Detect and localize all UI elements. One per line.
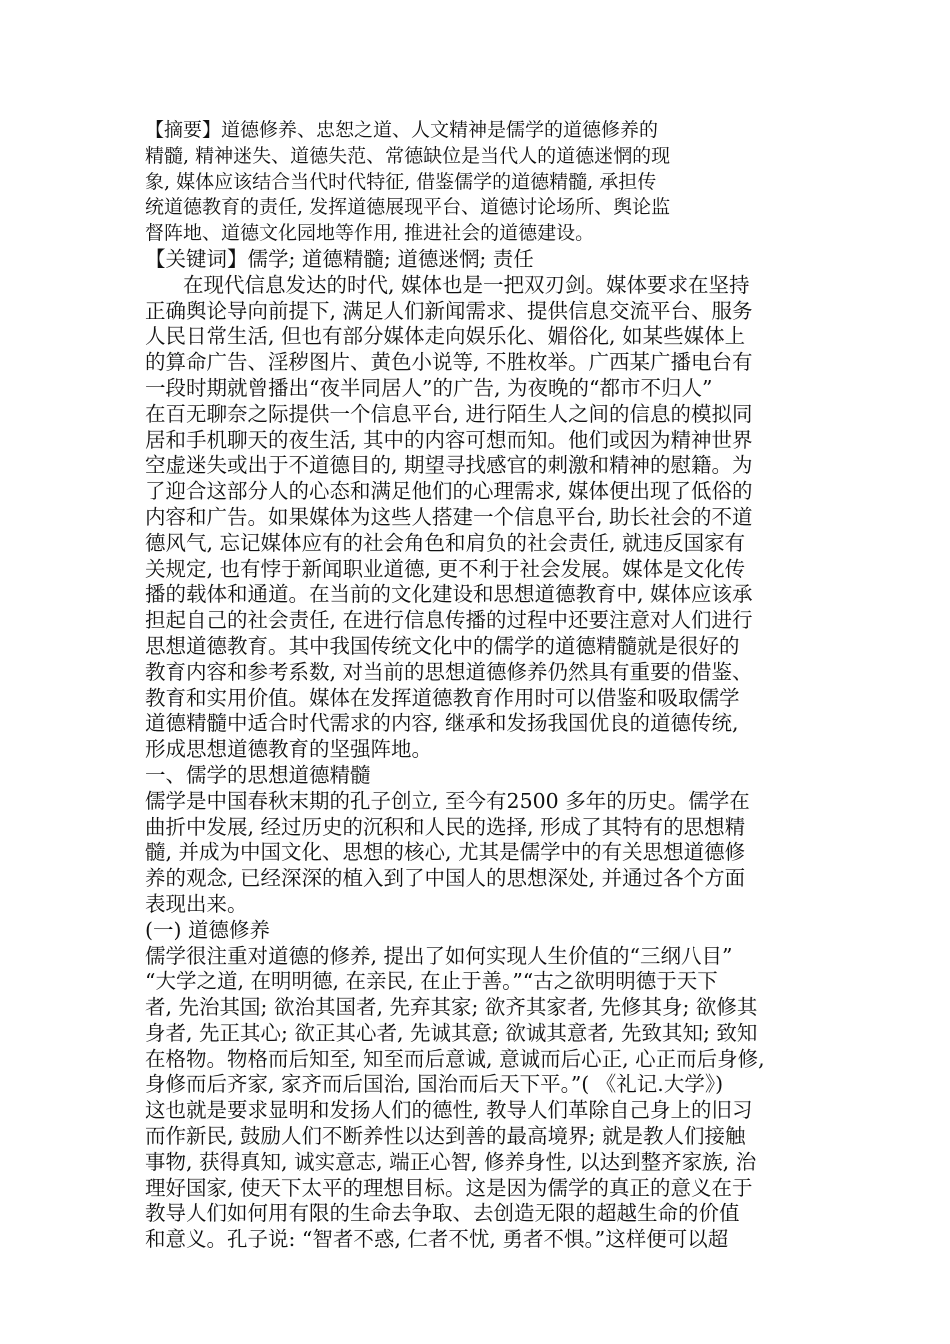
- paragraph-line: 教育内容和参考系数, 对当前的思想道德修养仍然具有重要的借鉴、: [145, 659, 753, 684]
- abstract: [145, 118, 810, 247]
- keywords: 【关键词】儒学; 道德精髓; 道德迷惘; 责任: [145, 246, 534, 271]
- document-page: [145, 118, 810, 1253]
- paragraph-line: 播的载体和通道。在当前的文化建设和思想道德教育中, 媒体应该承: [145, 582, 753, 607]
- paragraph-line: 养的观念, 已经深深的植入到了中国人的思想深处, 并通过各个方面: [145, 866, 746, 891]
- paragraph-line: 了迎合这部分人的心态和满足他们的心理需求, 媒体便出现了低俗的: [145, 479, 753, 504]
- subsection-paragraph: [145, 944, 810, 1254]
- paragraph-line: 正确舆论导向前提下, 满足人们新闻需求、提供信息交流平台、服务: [145, 298, 753, 323]
- paragraph-line: 髓, 并成为中国文化、思想的核心, 尤其是儒学中的有关思想道德修: [145, 840, 746, 865]
- paragraph-line: 在现代信息发达的时代, 媒体也是一把双刃剑。媒体要求在坚持: [183, 272, 750, 297]
- intro-paragraph: [145, 273, 810, 763]
- paragraph-line: 者, 先治其国; 欲治其国者, 先弃其家; 欲齐其家者, 先修其身; 欲修其: [145, 995, 758, 1020]
- paragraph-line: 在百无聊奈之际提供一个信息平台, 进行陌生人之间的信息的模拟同: [145, 401, 753, 426]
- paragraph-line: 的算命广告、淫秽图片、黄色小说等, 不胜枚举。广西某广播电台有: [145, 350, 753, 375]
- paragraph-line: 事物, 获得真知, 诚实意志, 端正心智, 修养身性, 以达到整齐家族, 治: [145, 1149, 757, 1174]
- paragraph-line: 德风气, 忘记媒体应有的社会角色和肩负的社会责任, 就违反国家有: [145, 530, 746, 555]
- abstract-line: 【摘要】道德修养、忠恕之道、人文精神是儒学的道德修养的: [145, 119, 659, 141]
- paragraph-line: 居和手机聊天的夜生活, 其中的内容可想而知。他们或因为精神世界: [145, 427, 753, 452]
- paragraph-line: 空虚迷失或出于不道德目的, 期望寻找感官的刺激和精神的慰籍。为: [145, 453, 753, 478]
- paragraph-line: 儒学是中国春秋末期的孔子创立, 至今有2500 多年的历史。儒学在: [145, 788, 750, 813]
- paragraph-line: 教导人们如何用有限的生命去争取、去创造无限的超越生命的价值: [145, 1201, 740, 1226]
- section-paragraph: [145, 789, 810, 918]
- paragraph-line: 表现出来。: [145, 891, 248, 916]
- paragraph-line: 身修而后齐家, 家齐而后国治, 国治而后天下平。”( 《礼记.大学》): [145, 1072, 724, 1097]
- abstract-line: 统道德教育的责任, 发挥道德展现平台、道德讨论场所、舆论监: [145, 196, 671, 219]
- paragraph-line: 和意义。孔子说: “智者不惑, 仁者不忧, 勇者不惧。”这样便可以超: [145, 1227, 729, 1252]
- paragraph-line: 而作新民, 鼓励人们不断养性以达到善的最高境界; 就是教人们接触: [145, 1124, 746, 1149]
- abstract-line: 象, 媒体应该结合当代时代特征, 借鉴儒学的道德精髓, 承担传: [145, 170, 657, 193]
- paragraph-line: 儒学很注重对道德的修养, 提出了如何实现人生价值的“三纲八目”: [145, 943, 733, 968]
- paragraph-line: 理好国家, 使天下太平的理想目标。这是因为儒学的真正的意义在于: [145, 1175, 753, 1200]
- paragraph-line: 这也就是要求显明和发扬人们的德性, 教导人们革除自己身上的旧习: [145, 1098, 753, 1123]
- paragraph-line: 道德精髓中适合时代需求的内容, 继承和发扬我国优良的道德传统,: [145, 711, 739, 736]
- paragraph-line: 一段时期就曾播出“夜半同居人”的广告, 为夜晚的“都市不归人”: [145, 375, 713, 400]
- paragraph-line: 关规定, 也有悖于新闻职业道德, 更不利于社会发展。媒体是文化传: [145, 556, 746, 581]
- paragraph-line: 人民日常生活, 但也有部分媒体走向娱乐化、媚俗化, 如某些媒体上: [145, 324, 746, 349]
- paragraph-line: 担起自己的社会责任, 在进行信息传播的过程中还要注意对人们进行: [145, 608, 753, 633]
- paragraph-line: “大学之道, 在明明德, 在亲民, 在止于善。”“古之欲明明德于天下: [145, 969, 718, 994]
- subsection-heading: (一) 道德修养: [145, 917, 271, 942]
- paragraph-line: 曲折中发展, 经过历史的沉积和人民的选择, 形成了其特有的思想精: [145, 814, 746, 839]
- abstract-line: 精髓, 精神迷失、道德失范、常德缺位是当代人的道德迷惘的现: [145, 144, 671, 167]
- paragraph-line: 形成思想道德教育的坚强阵地。: [145, 737, 432, 762]
- paragraph-line: 内容和广告。如果媒体为这些人搭建一个信息平台, 助长社会的不道: [145, 504, 753, 529]
- paragraph-line: 思想道德教育。其中我国传统文化中的儒学的道德精髓就是很好的: [145, 633, 740, 658]
- abstract-line: 督阵地、道德文化园地等作用, 推进社会的道德建设。: [145, 222, 595, 245]
- paragraph-line: 教育和实用价值。媒体在发挥道德教育作用时可以借鉴和吸取儒学: [145, 685, 740, 710]
- paragraph-line: 在格物。物格而后知至, 知至而后意诚, 意诚而后心正, 心正而后身修,: [145, 1046, 765, 1071]
- paragraph-line: 身者, 先正其心; 欲正其心者, 先诚其意; 欲诚其意者, 先致其知; 致知: [145, 1020, 758, 1045]
- section-heading: 一、儒学的思想道德精髓: [145, 762, 371, 787]
